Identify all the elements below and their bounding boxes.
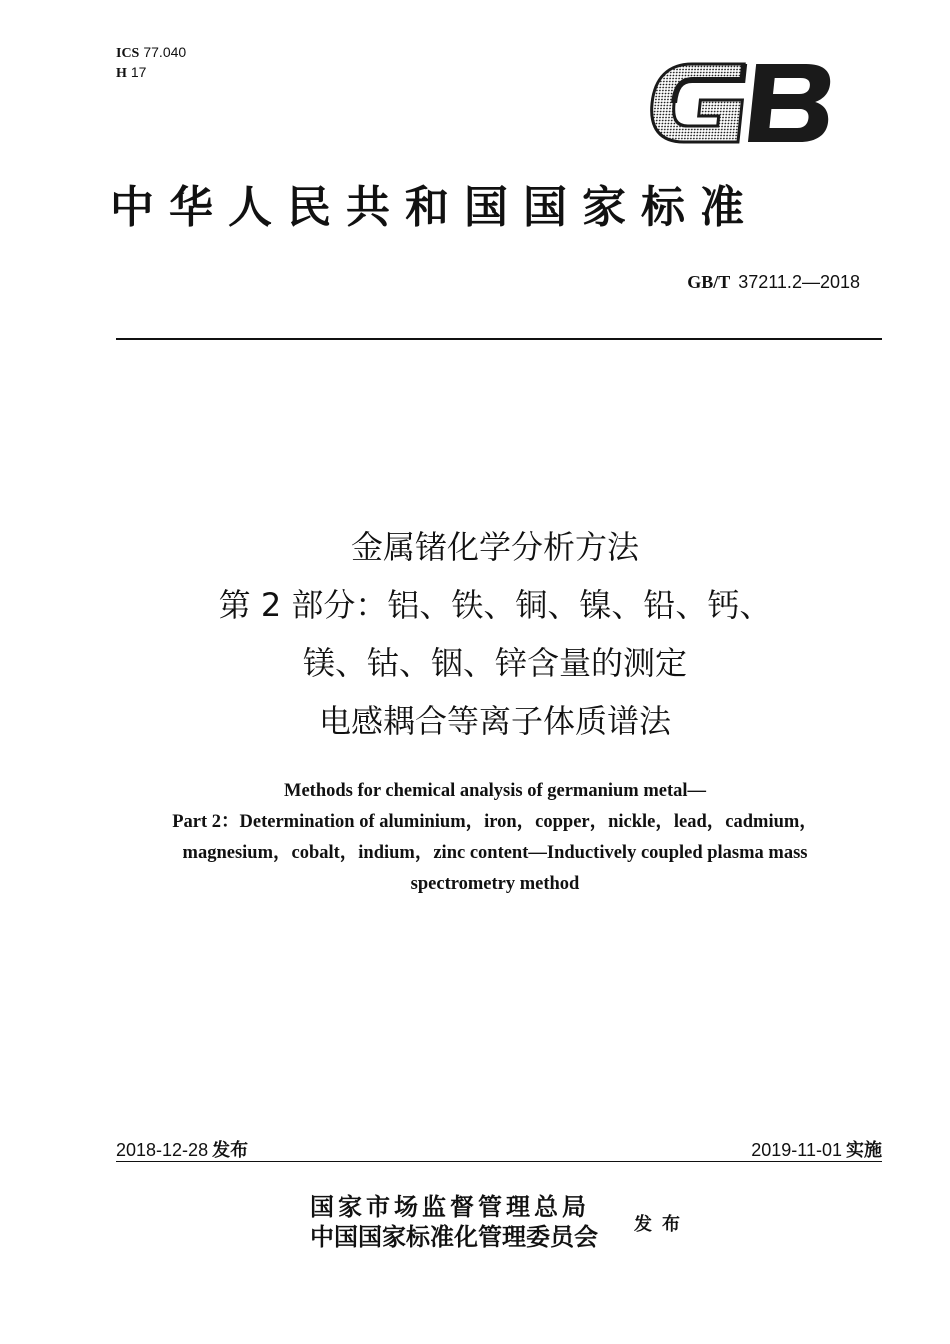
chinese-title-line-3: 镁、钴、铟、锌含量的测定 [302,644,687,682]
standard-number-prefix: GB/T [687,272,731,292]
ccs-code: 17 [130,64,147,80]
standard-number [687,272,860,293]
issue-action: 发布 [634,1214,690,1235]
classification-codes [116,43,186,83]
english-title-line-3: magnesium，cobalt，indium，zinc content—Inductively coupled plasma mass [182,843,808,863]
issue-date-value: 2018-12-28 [116,1140,209,1160]
issuer-line-1: 国家市场监督管理总局 [310,1192,590,1221]
ccs-code-line [116,63,186,83]
english-title-line-4: spectrometry method [410,874,580,894]
standard-type-title: 中华人民共和国国家标准 [110,182,759,233]
issue-date-label: 发布 [212,1140,249,1161]
implementation-date-label: 实施 [846,1140,882,1161]
top-divider [116,338,882,340]
bottom-divider [116,1161,882,1162]
issuing-authorities [310,1192,598,1252]
issuer-line-2: 中国国家标准化管理委员会 [310,1222,598,1251]
ccs-label: H [116,66,127,81]
chinese-title-line-2: 第 2 部分：铝、铁、铜、镍、铅、钙、 [218,586,772,624]
ics-code: 77.040 [143,44,187,60]
chinese-title [100,518,890,750]
ics-label: ICS [116,46,140,61]
implementation-date-value: 2019-11-01 [751,1140,842,1160]
implementation-date [751,1136,882,1162]
standard-number-code: 37211.2—2018 [738,272,860,292]
gb-logo-icon [645,56,833,150]
issue-date [116,1136,248,1162]
chinese-title-line-4: 电感耦合等离子体质谱法 [318,702,671,740]
english-title-line-2: Part 2：Determination of aluminium，iron，copper，nickle，lead，cadmium， [172,812,818,832]
english-title-line-1: Methods for chemical analysis of germanium metal— [283,781,707,801]
ics-code-line [116,43,186,63]
english-title [100,776,890,900]
chinese-title-line-1: 金属锗化学分析方法 [350,528,639,566]
